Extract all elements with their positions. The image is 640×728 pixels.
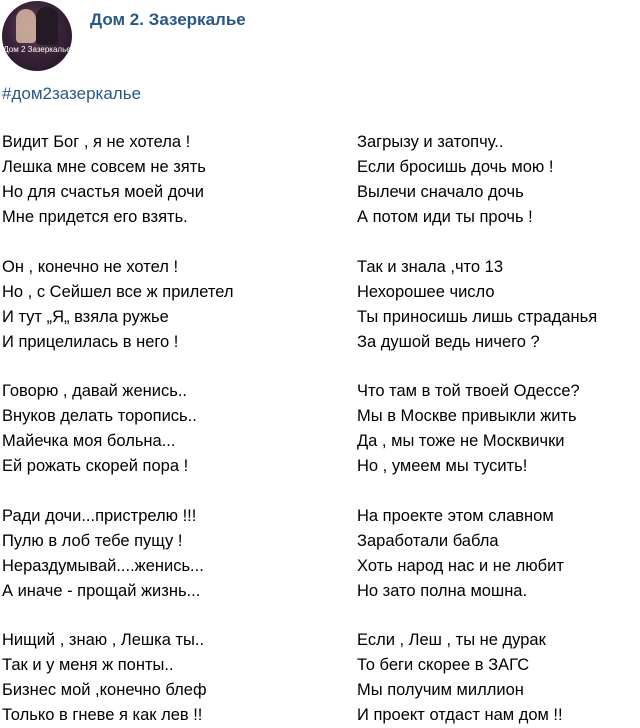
- group-avatar[interactable]: [2, 1, 72, 71]
- poem-line: И проект отдаст нам дом !!: [357, 706, 563, 724]
- poem-line: Мы получим миллион: [357, 681, 524, 699]
- poem-line: А потом иди ты прочь !: [357, 208, 533, 226]
- poem-line: И прицелилась в него !: [2, 332, 179, 351]
- poem-line: Майечка моя больна...: [2, 432, 176, 450]
- poem-stanza: [357, 379, 637, 479]
- poem-line: Заработали бабла: [357, 531, 499, 550]
- poem-stanza: [2, 255, 322, 355]
- poem-line: На проекте этом славном: [357, 506, 554, 525]
- poem-line: Но зато полна мошна.: [357, 581, 528, 600]
- stanza-gap: [2, 355, 322, 380]
- poem-line: Пулю в лоб тебе пущу !: [2, 531, 183, 550]
- poem-line: Внуков делать торопись..: [2, 407, 197, 425]
- stanza-gap: [2, 604, 322, 629]
- poem-line: Но для счастья моей дочи: [2, 183, 204, 201]
- poem-line: Мне придется его взять.: [2, 208, 188, 226]
- poem-line: Если , Леш , ты не дурак: [357, 631, 546, 649]
- poem-line: Бизнес мой ,конечно блеф: [2, 681, 207, 699]
- poem-line: Ради дочи...пристрелю !!!: [2, 506, 197, 525]
- poem-line: Да , мы тоже не Москвички: [357, 432, 565, 450]
- poem-stanza: [357, 130, 637, 230]
- poem-stanza: [357, 628, 637, 728]
- post-header: [0, 0, 640, 80]
- poem-line: А иначе - прощай жизнь...: [2, 581, 201, 600]
- poem-stanza: [357, 255, 637, 355]
- poem-line: Загрызу и затопчу..: [357, 133, 504, 151]
- poem-line: Если бросишь дочь мою !: [357, 158, 554, 176]
- poem-line: Так и знала ,что 13: [357, 257, 504, 276]
- poem-line: Что там в той твоей Одессе?: [357, 382, 580, 400]
- poem-line: Но , с Сейшел все ж прилетел: [2, 282, 234, 301]
- hashtag-link[interactable]: #дом2зазеркалье: [2, 84, 142, 103]
- poem-line: Вылечи сначало дочь: [357, 183, 524, 201]
- avatar-figure-left: [16, 9, 36, 43]
- poem-line: Он , конечно не хотел !: [2, 257, 179, 276]
- poem-line: Ты приносишь лишь страданья: [357, 307, 598, 326]
- poem-line: За душой ведь ничего ?: [357, 332, 540, 351]
- poem-line: Говорю , давай женись..: [2, 382, 187, 400]
- poem-line: Нераздумывай....женись...: [2, 556, 204, 575]
- stanza-gap: [2, 479, 322, 504]
- poem-line: То беги скорее в ЗАГС: [357, 656, 530, 674]
- poem-stanza: [357, 504, 637, 604]
- poem-right-column: [357, 130, 637, 728]
- poem-line: И тут „Я„ взяла ружье: [2, 307, 169, 326]
- stanza-gap: [357, 230, 637, 255]
- poem-line: Мы в Москве привыкли жить: [357, 407, 577, 425]
- poem-line: Нехорошее число: [357, 282, 495, 301]
- poem-line: Только в гневе я как лев !!: [2, 706, 203, 724]
- group-name-link[interactable]: Дом 2. Зазеркалье: [90, 10, 246, 29]
- stanza-gap: [357, 355, 637, 380]
- poem-line: Так и у меня ж понты..: [2, 656, 174, 674]
- poem-line: Хоть народ нас и не любит: [357, 556, 564, 575]
- poem-line: Нищий , знаю , Лешка ты..: [2, 631, 205, 649]
- poem-stanza: [2, 130, 322, 230]
- poem-left-column: [2, 130, 322, 728]
- poem-line: Но , умеем мы тусить!: [357, 457, 528, 475]
- poem-stanza: [2, 379, 322, 479]
- avatar-figure-right: [36, 7, 58, 45]
- stanza-gap: [2, 230, 322, 255]
- poem-stanza: [2, 504, 322, 604]
- stanza-gap: [357, 479, 637, 504]
- poem-line: Лешка мне совсем не зять: [2, 158, 206, 176]
- poem-line: Ей рожать скорей пора !: [2, 457, 189, 475]
- stanza-gap: [357, 604, 637, 629]
- poem-line: Видит Бог , я не хотела !: [2, 133, 191, 151]
- poem-stanza: [2, 628, 322, 728]
- avatar-caption: Дом 2 Зазеркалье: [3, 45, 71, 54]
